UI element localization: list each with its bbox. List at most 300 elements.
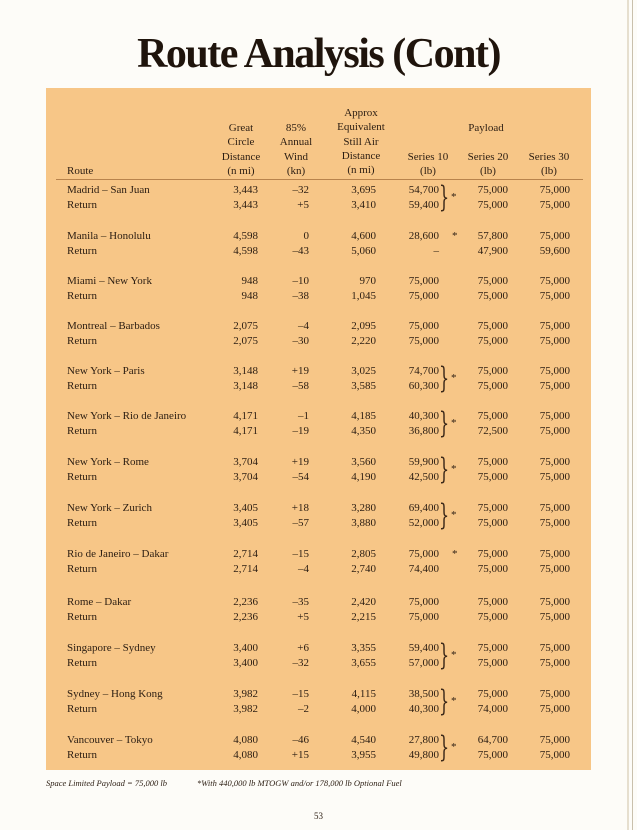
still-air-distance-cell bbox=[330, 183, 376, 212]
page-title: Route Analysis (Cont) bbox=[137, 31, 500, 77]
series-20-payload-cell bbox=[465, 687, 508, 716]
annual-wind-cell bbox=[266, 687, 309, 716]
return-value: 57,000 bbox=[408, 656, 439, 669]
outbound-value: –32 bbox=[292, 184, 309, 196]
route-cell bbox=[67, 409, 186, 438]
series-10-payload-cell bbox=[391, 319, 439, 348]
header-route: Route bbox=[67, 165, 94, 177]
series-30-payload-cell bbox=[527, 547, 570, 576]
outbound-value: 75,000 bbox=[539, 734, 570, 746]
series-10-payload-cell bbox=[391, 364, 439, 393]
right-brace-icon: } bbox=[439, 361, 450, 395]
series-20-payload-cell bbox=[465, 733, 508, 762]
outbound-value: Rio de Janeiro – Dakar bbox=[67, 548, 169, 560]
outbound-value: 75,000 bbox=[477, 365, 508, 377]
series-10-payload-cell bbox=[391, 183, 439, 212]
outbound-value: Sydney – Hong Kong bbox=[67, 688, 163, 700]
great-circle-distance-cell bbox=[206, 409, 258, 438]
outbound-value: 28,600 bbox=[408, 230, 439, 242]
series-30-payload-cell bbox=[527, 409, 570, 438]
series-30-payload-cell bbox=[527, 229, 570, 258]
outbound-value: 27,800 bbox=[408, 734, 439, 746]
series-10-payload-cell bbox=[391, 455, 439, 484]
return-value: 3,880 bbox=[351, 516, 376, 529]
return-value: 948 bbox=[241, 289, 258, 302]
series-30-payload-cell bbox=[527, 274, 570, 303]
series-30-payload-cell bbox=[527, 595, 570, 624]
route-cell bbox=[67, 364, 145, 393]
outbound-value: 75,000 bbox=[477, 596, 508, 608]
return-value: 5,060 bbox=[351, 244, 376, 257]
asterisk-note: * bbox=[451, 372, 457, 384]
outbound-value: New York – Paris bbox=[67, 365, 145, 377]
return-value: +15 bbox=[291, 748, 309, 761]
return-value: Return bbox=[67, 470, 97, 483]
page-number: 53 bbox=[314, 811, 323, 821]
outbound-value: 3,695 bbox=[351, 184, 376, 196]
return-value: 75,000 bbox=[539, 562, 570, 575]
series-10-payload-cell bbox=[391, 733, 439, 762]
outbound-value: 57,800 bbox=[477, 230, 508, 242]
return-value: 3,982 bbox=[233, 702, 258, 715]
table-row bbox=[0, 319, 637, 349]
outbound-value: 3,405 bbox=[233, 502, 258, 514]
outbound-value: 948 bbox=[241, 275, 258, 287]
return-value: –2 bbox=[298, 702, 309, 715]
outbound-value: 75,000 bbox=[477, 410, 508, 422]
table-row bbox=[0, 361, 637, 395]
right-brace-icon: } bbox=[439, 638, 450, 672]
return-value: 59,400 bbox=[408, 198, 439, 211]
outbound-value: +6 bbox=[297, 642, 309, 654]
right-brace-icon: } bbox=[439, 452, 450, 486]
route-cell bbox=[67, 641, 156, 670]
series-10-payload-cell bbox=[391, 595, 439, 624]
outbound-value: 4,540 bbox=[351, 734, 376, 746]
return-value: 3,585 bbox=[351, 379, 376, 392]
return-value: Return bbox=[67, 610, 97, 623]
route-cell bbox=[67, 455, 149, 484]
right-brace-icon: } bbox=[439, 684, 450, 718]
footnote-space-limited: Space Limited Payload = 75,000 lb bbox=[46, 778, 167, 788]
annual-wind-cell bbox=[266, 229, 309, 258]
series-20-payload-cell bbox=[465, 364, 508, 393]
series-20-payload-cell bbox=[465, 455, 508, 484]
return-value: Return bbox=[67, 702, 97, 715]
return-value: 74,400 bbox=[408, 562, 439, 575]
header-annual-wind: 85% Annual Wind (kn) bbox=[279, 122, 313, 177]
annual-wind-cell bbox=[266, 409, 309, 438]
return-value: Return bbox=[67, 334, 97, 347]
return-value: 2,215 bbox=[351, 610, 376, 623]
outbound-value: 4,115 bbox=[351, 688, 376, 700]
great-circle-distance-cell bbox=[206, 547, 258, 576]
header-still-air-distance: Approx Equivalent Still Air Distance (n mi) bbox=[337, 107, 385, 177]
return-value: 52,000 bbox=[408, 516, 439, 529]
series-30-payload-cell bbox=[527, 183, 570, 212]
return-value: 75,000 bbox=[408, 334, 439, 347]
outbound-value: 75,000 bbox=[539, 365, 570, 377]
outbound-value: 4,080 bbox=[233, 734, 258, 746]
outbound-value: 75,000 bbox=[477, 642, 508, 654]
return-value: 2,075 bbox=[233, 334, 258, 347]
footnote-mtogw: *With 440,000 lb MTOGW and/or 178,000 lb Optional Fuel bbox=[197, 778, 402, 788]
return-value: 2,740 bbox=[351, 562, 376, 575]
outbound-value: 3,982 bbox=[233, 688, 258, 700]
outbound-value: 4,600 bbox=[351, 230, 376, 242]
outbound-value: 2,420 bbox=[351, 596, 376, 608]
series-30-payload-cell bbox=[527, 455, 570, 484]
return-value: 75,000 bbox=[408, 610, 439, 623]
still-air-distance-cell bbox=[330, 274, 376, 303]
return-value: 1,045 bbox=[351, 289, 376, 302]
annual-wind-cell bbox=[266, 733, 309, 762]
right-brace-icon: } bbox=[439, 730, 450, 764]
route-cell bbox=[67, 319, 160, 348]
return-value: 75,000 bbox=[539, 656, 570, 669]
header-divider bbox=[56, 179, 583, 180]
return-value: 75,000 bbox=[477, 379, 508, 392]
outbound-value: New York – Rome bbox=[67, 456, 149, 468]
return-value: 59,600 bbox=[539, 244, 570, 257]
still-air-distance-cell bbox=[330, 455, 376, 484]
return-value: Return bbox=[67, 562, 97, 575]
table-row bbox=[0, 229, 637, 259]
outbound-value: 75,000 bbox=[408, 275, 439, 287]
return-value: –43 bbox=[292, 244, 309, 257]
route-cell bbox=[67, 229, 151, 258]
annual-wind-cell bbox=[266, 455, 309, 484]
return-value: 75,000 bbox=[539, 516, 570, 529]
return-value: Return bbox=[67, 379, 97, 392]
outbound-value: 3,355 bbox=[351, 642, 376, 654]
return-value: 75,000 bbox=[477, 198, 508, 211]
route-cell bbox=[67, 687, 163, 716]
return-value: 3,410 bbox=[351, 198, 376, 211]
outbound-value: +19 bbox=[291, 456, 309, 468]
asterisk-note: * bbox=[452, 230, 458, 242]
outbound-value: 4,171 bbox=[233, 410, 258, 422]
series-30-payload-cell bbox=[527, 364, 570, 393]
outbound-value: –4 bbox=[298, 320, 309, 332]
great-circle-distance-cell bbox=[206, 229, 258, 258]
return-value: –54 bbox=[292, 470, 309, 483]
return-value: 74,000 bbox=[477, 702, 508, 715]
great-circle-distance-cell bbox=[206, 501, 258, 530]
return-value: 75,000 bbox=[477, 656, 508, 669]
outbound-value: Rome – Dakar bbox=[67, 596, 132, 608]
return-value: 3,704 bbox=[233, 470, 258, 483]
return-value: –32 bbox=[292, 656, 309, 669]
return-value: 75,000 bbox=[477, 516, 508, 529]
outbound-value: 3,025 bbox=[351, 365, 376, 377]
asterisk-note: * bbox=[451, 463, 457, 475]
asterisk-note: * bbox=[451, 417, 457, 429]
return-value: 75,000 bbox=[539, 748, 570, 761]
great-circle-distance-cell bbox=[206, 183, 258, 212]
return-value: 4,598 bbox=[233, 244, 258, 257]
header-series-30: Series 30 (lb) bbox=[528, 151, 570, 178]
outbound-value: 75,000 bbox=[539, 275, 570, 287]
right-brace-icon: } bbox=[439, 406, 450, 440]
annual-wind-cell bbox=[266, 319, 309, 348]
route-cell bbox=[67, 183, 150, 212]
return-value: 42,500 bbox=[408, 470, 439, 483]
outbound-value: 75,000 bbox=[477, 688, 508, 700]
outbound-value: 75,000 bbox=[477, 548, 508, 560]
outbound-value: 4,598 bbox=[233, 230, 258, 242]
asterisk-note: * bbox=[451, 741, 457, 753]
series-10-payload-cell bbox=[391, 687, 439, 716]
outbound-value: 75,000 bbox=[408, 596, 439, 608]
outbound-value: +18 bbox=[291, 502, 309, 514]
annual-wind-cell bbox=[266, 595, 309, 624]
annual-wind-cell bbox=[266, 641, 309, 670]
table-row bbox=[0, 180, 637, 214]
outbound-value: 75,000 bbox=[408, 548, 439, 560]
outbound-value: –1 bbox=[298, 410, 309, 422]
annual-wind-cell bbox=[266, 183, 309, 212]
outbound-value: Miami – New York bbox=[67, 275, 152, 287]
annual-wind-cell bbox=[266, 547, 309, 576]
return-value: –19 bbox=[292, 424, 309, 437]
outbound-value: 38,500 bbox=[408, 688, 439, 700]
asterisk-note: * bbox=[451, 695, 457, 707]
return-value: 3,443 bbox=[233, 198, 258, 211]
table-row bbox=[0, 452, 637, 486]
return-value: 75,000 bbox=[539, 198, 570, 211]
return-value: –30 bbox=[292, 334, 309, 347]
table-row bbox=[0, 730, 637, 764]
return-value: Return bbox=[67, 244, 97, 257]
outbound-value: Manila – Honolulu bbox=[67, 230, 151, 242]
table-row bbox=[0, 638, 637, 672]
return-value: 72,500 bbox=[477, 424, 508, 437]
series-20-payload-cell bbox=[465, 501, 508, 530]
outbound-value: –15 bbox=[292, 688, 309, 700]
return-value: 3,955 bbox=[351, 748, 376, 761]
right-brace-icon: } bbox=[439, 498, 450, 532]
return-value: 75,000 bbox=[539, 702, 570, 715]
great-circle-distance-cell bbox=[206, 274, 258, 303]
series-20-payload-cell bbox=[465, 274, 508, 303]
return-value: 3,148 bbox=[233, 379, 258, 392]
annual-wind-cell bbox=[266, 501, 309, 530]
return-value: 4,000 bbox=[351, 702, 376, 715]
still-air-distance-cell bbox=[330, 319, 376, 348]
outbound-value: 75,000 bbox=[477, 502, 508, 514]
return-value: 60,300 bbox=[408, 379, 439, 392]
header-series-20: Series 20 (lb) bbox=[467, 151, 509, 178]
return-value: 2,236 bbox=[233, 610, 258, 623]
return-value: Return bbox=[67, 289, 97, 302]
great-circle-distance-cell bbox=[206, 641, 258, 670]
outbound-value: 69,400 bbox=[408, 502, 439, 514]
outbound-value: 75,000 bbox=[539, 596, 570, 608]
outbound-value: 3,443 bbox=[233, 184, 258, 196]
outbound-value: –10 bbox=[292, 275, 309, 287]
outbound-value: 75,000 bbox=[539, 410, 570, 422]
return-value: 3,655 bbox=[351, 656, 376, 669]
series-10-payload-cell bbox=[391, 274, 439, 303]
return-value: 3,400 bbox=[233, 656, 258, 669]
outbound-value: –35 bbox=[292, 596, 309, 608]
outbound-value: 2,236 bbox=[233, 596, 258, 608]
return-value: 75,000 bbox=[539, 289, 570, 302]
return-value: Return bbox=[67, 198, 97, 211]
outbound-value: 2,805 bbox=[351, 548, 376, 560]
still-air-distance-cell bbox=[330, 364, 376, 393]
table-row bbox=[0, 684, 637, 718]
outbound-value: 75,000 bbox=[539, 502, 570, 514]
return-value: 3,405 bbox=[233, 516, 258, 529]
outbound-value: 4,185 bbox=[351, 410, 376, 422]
series-30-payload-cell bbox=[527, 319, 570, 348]
outbound-value: Montreal – Barbados bbox=[67, 320, 160, 332]
outbound-value: 75,000 bbox=[539, 184, 570, 196]
outbound-value: 3,560 bbox=[351, 456, 376, 468]
annual-wind-cell bbox=[266, 274, 309, 303]
outbound-value: 59,900 bbox=[408, 456, 439, 468]
outbound-value: 3,704 bbox=[233, 456, 258, 468]
table-row bbox=[0, 498, 637, 532]
return-value: +5 bbox=[297, 610, 309, 623]
table-row bbox=[0, 595, 637, 625]
return-value: 75,000 bbox=[477, 289, 508, 302]
return-value: – bbox=[433, 244, 439, 257]
still-air-distance-cell bbox=[330, 229, 376, 258]
return-value: 2,714 bbox=[233, 562, 258, 575]
series-30-payload-cell bbox=[527, 501, 570, 530]
table-row bbox=[0, 547, 637, 577]
outbound-value: 3,148 bbox=[233, 365, 258, 377]
outbound-value: 2,095 bbox=[351, 320, 376, 332]
still-air-distance-cell bbox=[330, 595, 376, 624]
series-20-payload-cell bbox=[465, 547, 508, 576]
great-circle-distance-cell bbox=[206, 364, 258, 393]
route-cell bbox=[67, 547, 168, 576]
return-value: –4 bbox=[298, 562, 309, 575]
outbound-value: 75,000 bbox=[539, 320, 570, 332]
return-value: Return bbox=[67, 424, 97, 437]
outbound-value: 3,400 bbox=[233, 642, 258, 654]
series-10-payload-cell bbox=[391, 641, 439, 670]
return-value: 75,000 bbox=[477, 610, 508, 623]
return-value: 4,350 bbox=[351, 424, 376, 437]
route-cell bbox=[67, 501, 152, 530]
series-20-payload-cell bbox=[465, 641, 508, 670]
outbound-value: +19 bbox=[291, 365, 309, 377]
still-air-distance-cell bbox=[330, 501, 376, 530]
return-value: Return bbox=[67, 748, 97, 761]
return-value: 75,000 bbox=[477, 470, 508, 483]
outbound-value: 3,280 bbox=[351, 502, 376, 514]
outbound-value: 64,700 bbox=[477, 734, 508, 746]
still-air-distance-cell bbox=[330, 733, 376, 762]
return-value: 36,800 bbox=[408, 424, 439, 437]
route-cell bbox=[67, 595, 131, 624]
outbound-value: 75,000 bbox=[539, 230, 570, 242]
return-value: 75,000 bbox=[539, 334, 570, 347]
great-circle-distance-cell bbox=[206, 687, 258, 716]
annual-wind-cell bbox=[266, 364, 309, 393]
return-value: 4,080 bbox=[233, 748, 258, 761]
outbound-value: New York – Rio de Janeiro bbox=[67, 410, 187, 422]
great-circle-distance-cell bbox=[206, 455, 258, 484]
still-air-distance-cell bbox=[330, 409, 376, 438]
return-value: –38 bbox=[292, 289, 309, 302]
return-value: 4,171 bbox=[233, 424, 258, 437]
outbound-value: 75,000 bbox=[539, 456, 570, 468]
series-30-payload-cell bbox=[527, 733, 570, 762]
header-payload: Payload bbox=[468, 122, 504, 134]
outbound-value: Vancouver – Tokyo bbox=[67, 734, 153, 746]
outbound-value: 2,714 bbox=[233, 548, 258, 560]
outbound-value: 74,700 bbox=[408, 365, 439, 377]
return-value: 47,900 bbox=[477, 244, 508, 257]
still-air-distance-cell bbox=[330, 547, 376, 576]
great-circle-distance-cell bbox=[206, 733, 258, 762]
outbound-value: 75,000 bbox=[539, 548, 570, 560]
series-10-payload-cell bbox=[391, 547, 439, 576]
outbound-value: 75,000 bbox=[408, 320, 439, 332]
header-series-10: Series 10 (lb) bbox=[407, 151, 449, 178]
table-row bbox=[0, 274, 637, 304]
outbound-value: 54,700 bbox=[408, 184, 439, 196]
series-30-payload-cell bbox=[527, 687, 570, 716]
return-value: 75,000 bbox=[477, 748, 508, 761]
return-value: 4,190 bbox=[351, 470, 376, 483]
outbound-value: 970 bbox=[359, 275, 376, 287]
route-cell bbox=[67, 274, 152, 303]
return-value: +5 bbox=[297, 198, 309, 211]
series-10-payload-cell bbox=[391, 501, 439, 530]
outbound-value: Madrid – San Juan bbox=[67, 184, 150, 196]
series-30-payload-cell bbox=[527, 641, 570, 670]
series-20-payload-cell bbox=[465, 229, 508, 258]
return-value: –58 bbox=[292, 379, 309, 392]
asterisk-note: * bbox=[451, 509, 457, 521]
route-cell bbox=[67, 733, 153, 762]
outbound-value: –46 bbox=[292, 734, 309, 746]
series-20-payload-cell bbox=[465, 319, 508, 348]
return-value: 49,800 bbox=[408, 748, 439, 761]
outbound-value: 75,000 bbox=[539, 642, 570, 654]
outbound-value: 75,000 bbox=[539, 688, 570, 700]
outbound-value: 75,000 bbox=[477, 456, 508, 468]
great-circle-distance-cell bbox=[206, 595, 258, 624]
right-brace-icon: } bbox=[439, 180, 450, 214]
series-10-payload-cell bbox=[391, 229, 439, 258]
return-value: Return bbox=[67, 656, 97, 669]
return-value: 75,000 bbox=[539, 424, 570, 437]
return-value: –57 bbox=[292, 516, 309, 529]
outbound-value: 59,400 bbox=[408, 642, 439, 654]
asterisk-note: * bbox=[452, 548, 458, 560]
return-value: 75,000 bbox=[539, 610, 570, 623]
series-10-payload-cell bbox=[391, 409, 439, 438]
outbound-value: –15 bbox=[292, 548, 309, 560]
return-value: 40,300 bbox=[408, 702, 439, 715]
asterisk-note: * bbox=[451, 191, 457, 203]
return-value: 2,220 bbox=[351, 334, 376, 347]
series-20-payload-cell bbox=[465, 409, 508, 438]
outbound-value: 75,000 bbox=[477, 184, 508, 196]
return-value: 75,000 bbox=[408, 289, 439, 302]
outbound-value: New York – Zurich bbox=[67, 502, 152, 514]
great-circle-distance-cell bbox=[206, 319, 258, 348]
return-value: 75,000 bbox=[477, 562, 508, 575]
